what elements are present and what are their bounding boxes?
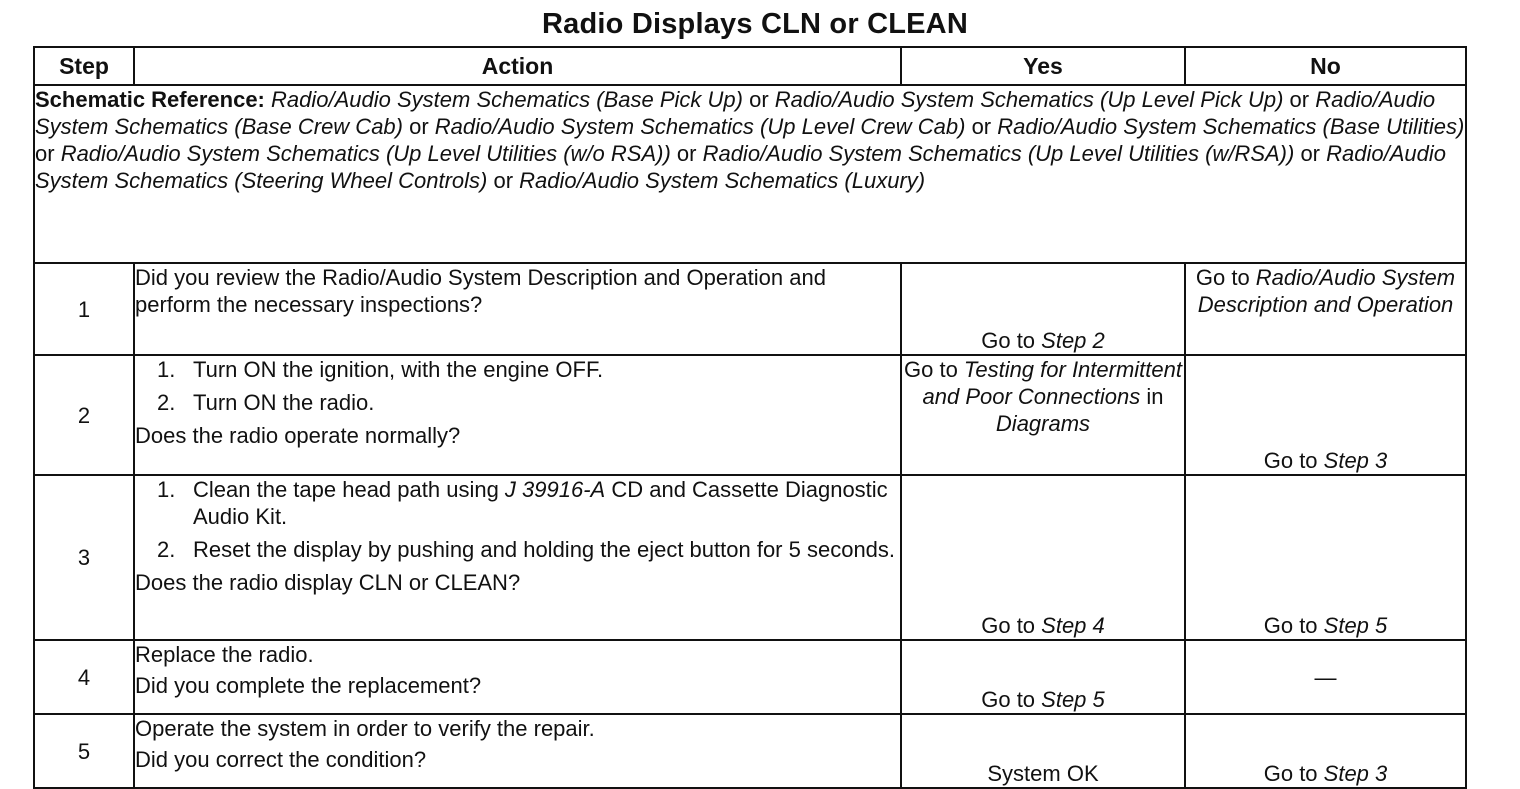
substep-text-pre: Clean the tape head path using xyxy=(193,477,505,502)
action-cell xyxy=(134,475,901,640)
schematic-link-luxury[interactable]: Radio/Audio System Schematics (Luxury) xyxy=(519,168,926,193)
substep-number: 1. xyxy=(157,477,176,502)
yes-link[interactable]: Step 5 xyxy=(1041,687,1105,712)
schematic-link-uplevel-utilities-rsa[interactable]: Radio/Audio System Schematics (Up Level Utilities (w/RSA)) xyxy=(702,141,1295,166)
or-text: or xyxy=(742,87,775,112)
substep-text-post: CD and Cassette Diagnostic Audio Kit. xyxy=(193,477,888,529)
header-row xyxy=(34,47,1466,85)
no-dash: — xyxy=(1314,664,1337,690)
or-text: or xyxy=(35,141,61,166)
table-row xyxy=(34,714,1466,788)
step-number: 5 xyxy=(34,714,134,788)
action-question: Does the radio display CLN or CLEAN? xyxy=(135,570,521,595)
no-prefix: Go to xyxy=(1263,613,1324,638)
substep-text: Reset the display by pushing and holding the eject button for 5 seconds. xyxy=(193,537,896,562)
or-text: or xyxy=(1294,141,1327,166)
substep-text: Turn ON the radio. xyxy=(193,390,375,415)
action-cell xyxy=(134,640,901,714)
diagnostic-table xyxy=(33,46,1467,789)
schematic-link-uplevel-utilities-no-rsa[interactable]: Radio/Audio System Schematics (Up Level Utilities (w/o RSA)) xyxy=(60,141,671,166)
header-action: Action xyxy=(134,47,901,85)
substep-text xyxy=(193,476,900,530)
table-row xyxy=(34,355,1466,475)
yes-prefix: Go to xyxy=(981,613,1042,638)
no-link[interactable]: Step 5 xyxy=(1323,613,1388,638)
substep xyxy=(135,356,900,383)
or-text: or xyxy=(487,168,520,193)
no-cell xyxy=(1185,640,1466,714)
substep-number: 1. xyxy=(157,357,176,382)
substep-number: 2. xyxy=(157,537,176,562)
no-link[interactable]: Radio/Audio System Description and Operation xyxy=(1197,265,1456,317)
action-cell xyxy=(134,714,901,788)
action-question: Does the radio operate normally? xyxy=(135,423,461,448)
action-cell xyxy=(134,355,901,475)
yes-link[interactable]: Step 2 xyxy=(1041,328,1105,353)
yes-link[interactable]: Testing for Intermittent and Poor Connections xyxy=(922,357,1182,409)
schematic-reference-row xyxy=(34,85,1466,263)
schematic-reference-label: Schematic Reference: xyxy=(35,87,265,112)
no-cell xyxy=(1185,263,1466,355)
header-no: No xyxy=(1185,47,1466,85)
no-link[interactable]: Step 3 xyxy=(1323,761,1388,786)
substep-text: Turn ON the ignition, with the engine OFF. xyxy=(193,357,604,382)
schematic-reference xyxy=(34,85,1466,263)
yes-cell xyxy=(901,355,1185,475)
or-text: or xyxy=(670,141,703,166)
no-prefix: Go to xyxy=(1195,265,1256,290)
step-number: 3 xyxy=(34,475,134,640)
or-text: or xyxy=(1283,87,1316,112)
yes-prefix: Go to xyxy=(981,687,1042,712)
header-step: Step xyxy=(34,47,134,85)
yes-cell xyxy=(901,640,1185,714)
or-text: or xyxy=(403,114,435,139)
or-text: or xyxy=(965,114,998,139)
schematic-link-uplevel-crew-cab[interactable]: Radio/Audio System Schematics (Up Level Crew Cab) xyxy=(434,114,966,139)
yes-cell xyxy=(901,714,1185,788)
schematic-link-base-utilities[interactable]: Radio/Audio System Schematics (Base Utilities) xyxy=(997,114,1465,139)
no-cell xyxy=(1185,714,1466,788)
yes-text: System OK xyxy=(987,761,1099,786)
schematic-link-base-crew-cab[interactable]: Radio/Audio System Schematics (Base Crew Cab) xyxy=(35,87,1436,139)
schematic-link-steering-wheel-controls[interactable]: Radio/Audio System Schematics (Steering Wheel Controls) xyxy=(35,141,1446,193)
schematic-link-uplevel-pickup[interactable]: Radio/Audio System Schematics (Up Level Pick Up) xyxy=(774,87,1284,112)
schematic-link-base-pickup[interactable]: Radio/Audio System Schematics (Base Pick Up) xyxy=(271,87,743,112)
action-question: Did you complete the replacement? xyxy=(135,673,482,698)
page-title: Radio Displays CLN or CLEAN xyxy=(542,8,968,40)
yes-prefix: Go to xyxy=(981,328,1042,353)
table-row xyxy=(34,263,1466,355)
substep-number: 2. xyxy=(157,390,176,415)
no-cell xyxy=(1185,475,1466,640)
step-number: 2 xyxy=(34,355,134,475)
yes-cell xyxy=(901,475,1185,640)
no-prefix: Go to xyxy=(1263,761,1324,786)
table-row xyxy=(34,475,1466,640)
action-question: Did you review the Radio/Audio System Description and Operation and perform the necessary inspections? xyxy=(135,265,826,317)
action-text: Replace the radio. xyxy=(135,642,314,667)
action-cell xyxy=(134,263,901,355)
yes-cell xyxy=(901,263,1185,355)
no-link[interactable]: Step 3 xyxy=(1323,448,1388,473)
step-number: 4 xyxy=(34,640,134,714)
yes-link-diagrams[interactable]: Diagrams xyxy=(995,411,1091,436)
yes-mid-text: in xyxy=(1140,384,1164,409)
substep xyxy=(135,476,900,530)
substep xyxy=(135,536,900,563)
no-cell xyxy=(1185,355,1466,475)
yes-prefix: Go to xyxy=(904,357,964,382)
yes-link[interactable]: Step 4 xyxy=(1041,613,1105,638)
action-text: Operate the system in order to verify the repair. xyxy=(135,716,595,741)
table-row xyxy=(34,640,1466,714)
tool-reference: J 39916-A xyxy=(504,477,606,502)
action-question: Did you correct the condition? xyxy=(135,747,427,772)
header-yes: Yes xyxy=(901,47,1185,85)
no-prefix: Go to xyxy=(1263,448,1324,473)
step-number: 1 xyxy=(34,263,134,355)
substep xyxy=(135,389,900,416)
